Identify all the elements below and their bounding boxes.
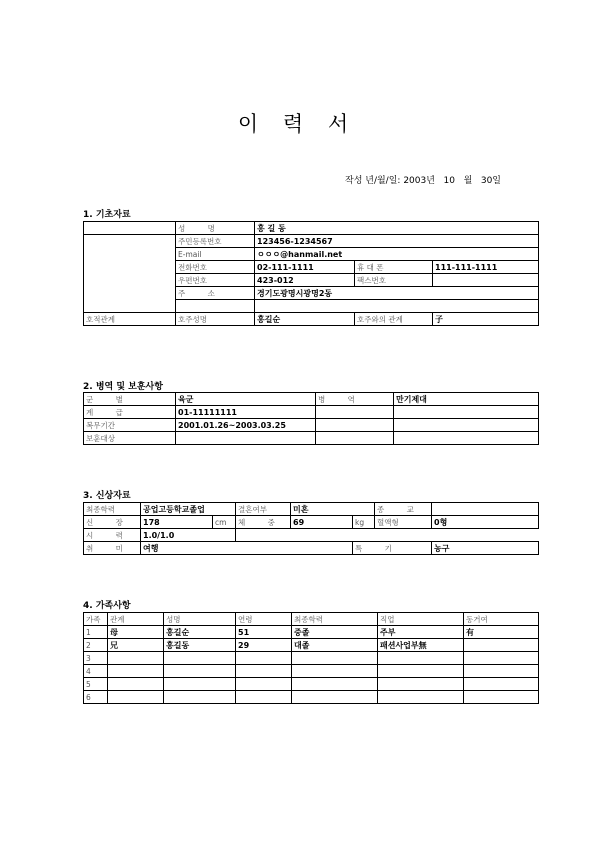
fax-value	[433, 274, 539, 287]
family-rel-label: 호적관계	[84, 313, 176, 326]
table-row	[84, 691, 539, 704]
religion-label: 종 교	[375, 503, 432, 516]
table-row	[84, 665, 539, 678]
photo-caption-cell	[84, 222, 176, 235]
height-value: 178	[141, 516, 213, 529]
family-col-header: 연령	[236, 613, 292, 626]
family-name	[164, 691, 236, 704]
name-value: 홍 길 동	[255, 222, 539, 235]
family-name: 홍길순	[164, 626, 236, 639]
email-value: ㅇㅇㅇ@hanmail.net	[255, 248, 539, 261]
family-header-row	[84, 613, 539, 626]
family-no: 2	[84, 639, 108, 652]
family-job	[378, 652, 464, 665]
hobby-value: 여행	[141, 542, 353, 555]
document-title: 이 력 서	[237, 112, 358, 136]
married-label: 결혼여부	[236, 503, 291, 516]
date-year: 2003년	[403, 176, 435, 186]
family-no: 3	[84, 652, 108, 665]
weight-label: 체 중	[236, 516, 291, 529]
period-value: 2001.01.26~2003.03.25	[176, 419, 316, 432]
family-education: 대졸	[292, 639, 378, 652]
veteran-label: 보훈대상	[84, 432, 176, 445]
family-education	[292, 665, 378, 678]
table-row	[84, 678, 539, 691]
address-value: 경기도광명시광명2동	[255, 287, 539, 300]
vision-label: 시 력	[84, 529, 141, 542]
family-col-header: 동거여	[464, 613, 539, 626]
mobile-label: 휴 대 폰	[355, 261, 433, 274]
family-education	[292, 652, 378, 665]
family-cohabit	[464, 678, 539, 691]
date-month: 10	[443, 176, 455, 186]
table-row	[84, 626, 539, 639]
section-personal-heading: 3. 신상자료	[83, 491, 131, 501]
skill-label: 특 기	[353, 542, 432, 555]
family-education	[292, 678, 378, 691]
family-cohabit	[464, 691, 539, 704]
head-rel-value: 子	[433, 313, 539, 326]
section-basic-heading: 1. 기초자료	[83, 210, 131, 220]
family-relation	[108, 678, 164, 691]
family-relation	[108, 665, 164, 678]
family-cohabit	[464, 639, 539, 652]
family-relation: 兄	[108, 639, 164, 652]
family-age	[236, 691, 292, 704]
date-day: 30일	[480, 176, 502, 186]
service-type-value: 만기제대	[394, 393, 539, 406]
family-relation	[108, 691, 164, 704]
date-month-unit: 월	[463, 176, 473, 186]
skill-value: 농구	[432, 542, 539, 555]
blank-cell	[316, 419, 394, 432]
veteran-value	[176, 432, 316, 445]
head-name-value: 홍길순	[255, 313, 355, 326]
height-unit: cm	[213, 516, 236, 529]
family-col-header: 성명	[164, 613, 236, 626]
name-label: 성 명	[176, 222, 255, 235]
family-col-header: 직업	[378, 613, 464, 626]
weight-unit: kg	[353, 516, 375, 529]
family-cohabit	[464, 652, 539, 665]
family-age	[236, 678, 292, 691]
weight-value: 69	[291, 516, 353, 529]
family-no: 4	[84, 665, 108, 678]
vision-value: 1.0/1.0	[141, 529, 236, 542]
branch-value: 육군	[176, 393, 316, 406]
family-job: 주부	[378, 626, 464, 639]
education-label: 최종학력	[84, 503, 141, 516]
family-name	[164, 665, 236, 678]
phone-label: 전화번호	[176, 261, 255, 274]
family-education	[292, 691, 378, 704]
family-table	[83, 612, 539, 704]
blank-cell	[316, 406, 394, 419]
family-education: 중졸	[292, 626, 378, 639]
family-name	[164, 678, 236, 691]
family-job: 패션사업부無	[378, 639, 464, 652]
fax-label: 팩스번호	[355, 274, 433, 287]
family-col-header: 가족	[84, 613, 108, 626]
blank-cell	[255, 300, 539, 313]
family-job	[378, 665, 464, 678]
address-label: 주 소	[176, 287, 255, 300]
family-no: 5	[84, 678, 108, 691]
section-family-heading: 4. 가족사항	[83, 601, 131, 611]
zip-label: 우편번호	[176, 274, 255, 287]
phone-value: 02-111-1111	[255, 261, 355, 274]
service-type-label: 병 역	[316, 393, 394, 406]
military-table	[83, 392, 539, 445]
family-cohabit	[464, 665, 539, 678]
family-cohabit: 有	[464, 626, 539, 639]
blank-cell	[394, 406, 539, 419]
blank-cell	[394, 419, 539, 432]
hobby-label: 취 미	[84, 542, 141, 555]
zip-value: 423-012	[255, 274, 355, 287]
date-line	[345, 173, 501, 186]
education-value: 공업고등학교졸업	[141, 503, 236, 516]
photo-box	[84, 235, 176, 313]
basic-info-table	[83, 221, 539, 326]
family-col-header: 최종학력	[292, 613, 378, 626]
branch-label: 군 별	[84, 393, 176, 406]
table-row	[84, 652, 539, 665]
family-col-header: 관계	[108, 613, 164, 626]
blood-value: 0형	[432, 516, 539, 529]
blank-cell	[176, 300, 255, 313]
height-label: 신 장	[84, 516, 141, 529]
family-job	[378, 678, 464, 691]
mobile-value: 111-111-1111	[433, 261, 539, 274]
email-label: E-mail	[176, 248, 255, 261]
family-age	[236, 665, 292, 678]
section-military-heading: 2. 병역 및 보훈사항	[83, 382, 163, 392]
rrn-label: 주민등록번호	[176, 235, 255, 248]
family-no: 6	[84, 691, 108, 704]
religion-value	[432, 503, 539, 516]
blank-cell	[236, 529, 539, 542]
personal-table	[83, 502, 539, 555]
rank-label: 계 급	[84, 406, 176, 419]
family-relation: 母	[108, 626, 164, 639]
date-label: 작성 년/월/일:	[345, 176, 401, 186]
period-label: 복무기간	[84, 419, 176, 432]
head-name-label: 호주성명	[176, 313, 255, 326]
table-row	[84, 639, 539, 652]
blank-cell	[394, 432, 539, 445]
family-name: 홍길동	[164, 639, 236, 652]
family-age: 51	[236, 626, 292, 639]
family-job	[378, 691, 464, 704]
rrn-value: 123456-1234567	[255, 235, 539, 248]
family-name	[164, 652, 236, 665]
family-no: 1	[84, 626, 108, 639]
rank-value: 01-11111111	[176, 406, 316, 419]
blood-label: 혈액형	[375, 516, 432, 529]
family-age	[236, 652, 292, 665]
family-relation	[108, 652, 164, 665]
married-value: 미혼	[291, 503, 375, 516]
family-age: 29	[236, 639, 292, 652]
blank-cell	[316, 432, 394, 445]
head-rel-label: 호주와의 관계	[355, 313, 433, 326]
